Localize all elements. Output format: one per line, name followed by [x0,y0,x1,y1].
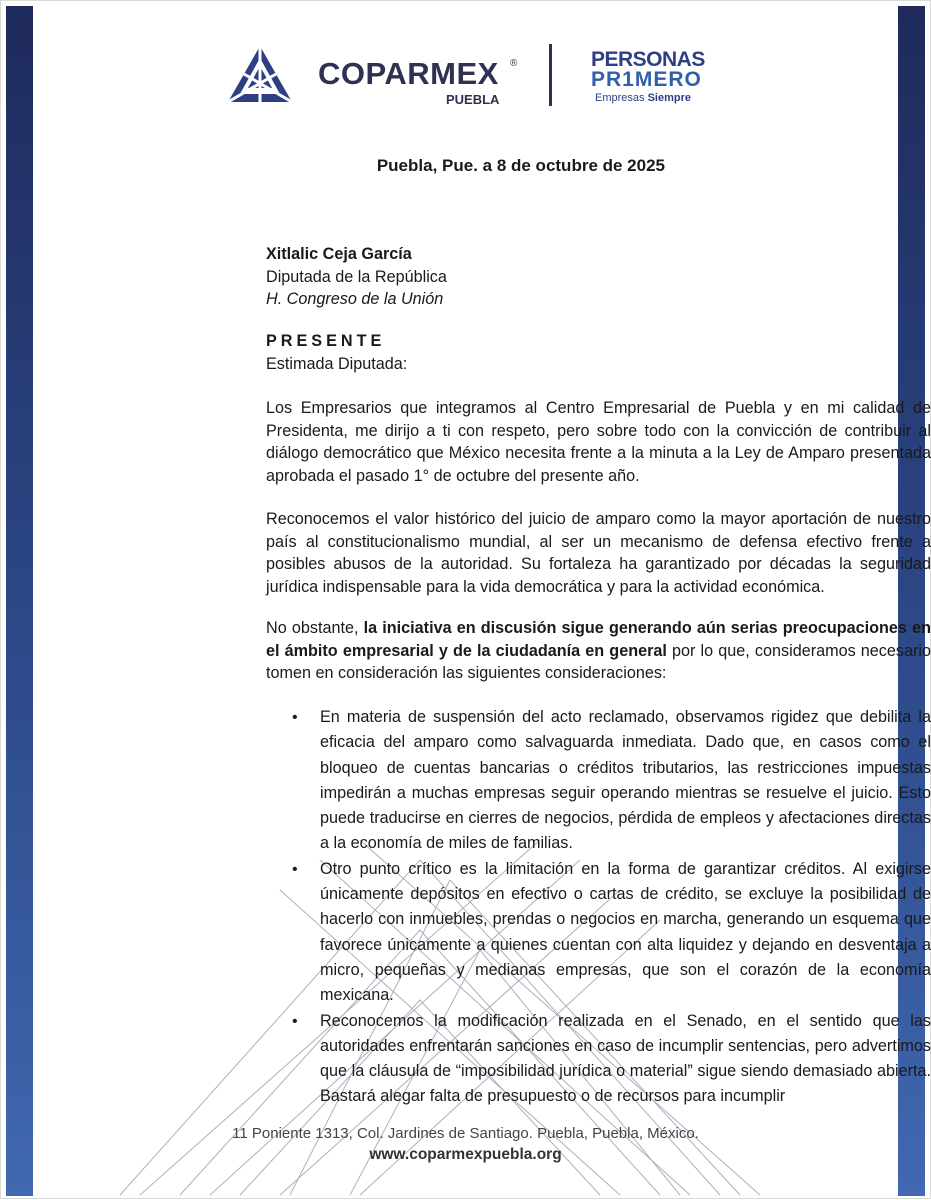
footer-website: www.coparmexpuebla.org [369,1146,562,1163]
paragraph-3 [266,617,931,685]
bullet-icon: • [292,860,298,878]
brand-subtitle: PUEBLA [446,92,500,107]
coparmex-logo-icon [226,44,294,106]
brand-name: COPARMEX [318,56,499,91]
list-item-text: En materia de suspensión del acto reclamado, observamos rigidez que debilita la eficacia del amparo como salvaguarda inmediata. Dado que, en casos como el bloqueo de cuentas bancarias o créditos tributarios, las restricciones impuestas impedirán a muchas empresas seguir operando mientras se resuelve el juicio. Esto puede traducirse en cierres de negocios, pérdida de empleos y afectaciones directas a la economía de miles de familias. [320,708,931,853]
registered-mark: ® [510,58,518,69]
footer-address: 11 Poniente 1313, Col. Jardines de Santiago. Puebla, Puebla, México. [232,1125,699,1142]
paragraph-2: Reconocemos el valor histórico del juicio de amparo como la mayor aportación de nuestro país al constitucionalismo mundial, al ser un mecanismo de defensa efectivo frente a posibles abusos de la autoridad. Su fortaleza ha garantizado por décadas la seguridad jurídica indispensable para la vida democrática y para la actividad económica. [266,510,931,596]
slogan-line-1: PERSONAS [591,48,705,71]
header-divider [549,44,552,106]
recipient-name: Xitlalic Ceja García [266,245,412,263]
slogan-line-3-a: Empresas [595,92,648,104]
salutation: Estimada Diputada: [266,354,408,373]
letterhead [226,40,706,112]
bullet-icon: • [292,709,298,726]
list-item [266,1009,931,1110]
list-item [266,705,931,857]
list-item-text: Reconocemos la modificación realizada en el Senado, en el sentido que las autoridades enfrentarán sanciones en caso de incumplir sentencias, pero advertimos que la cláusula de “imposibilidad jurídica o material” sigue siendo demasiado abierta. Bastará alegar falta de presupuesto o de recursos para incumplir [320,1011,931,1106]
slogan-line-2: PR1MERO [591,68,702,91]
paragraph-3-emphasis: la iniciativa en discusión sigue generando aún serias preocupaciones en el ámbito empresarial y de la ciudadanía en general [266,619,931,660]
paragraph-3-end: por lo que, consideramos necesario tomen en consideración las siguientes consideraciones: [266,641,931,682]
paragraph-3-start: No obstante, [266,619,364,637]
paragraph-1: Los Empresarios que integramos al Centro Empresarial de Puebla y en mi calidad de Presidenta, me dirijo a ti con respeto, pero sobre todo con la convicción de contribuir al diálogo democrático que México necesita frente a la minuta a la Ley de Amparo presentada aprobada el pasado 1° de octubre del presente año. [266,399,931,485]
list-item [266,857,931,1009]
greeting-block [266,330,407,375]
letter-date: Puebla, Pue. a 8 de octubre de 2025 [376,156,665,175]
bullet-icon: • [292,1012,298,1030]
recipient-block [266,243,447,311]
slogan-line-3-b: Siempre [647,92,691,104]
recipient-title: Diputada de la República [266,267,447,286]
list-item-text: Otro punto crítico es la limitación en la forma de garantizar créditos. Al exigirse únicamente depósitos en efectivo o cartas de crédito, se excluye la posibilidad de hacerlo con inmuebles, prendas o negocios en marcha, generando un esquema que favorece únicamente a quienes cuentan con alta liquidez y dejando en desventaja a micro, pequeñas y medianas empresas, que son el corazón de la economía mexicana. [320,859,931,1005]
left-decorative-bar [6,6,33,1196]
slogan-line-3 [595,92,691,104]
presente-heading: PRESENTE [266,332,386,350]
considerations-list [266,705,931,1110]
recipient-org: H. Congreso de la Unión [266,290,444,308]
